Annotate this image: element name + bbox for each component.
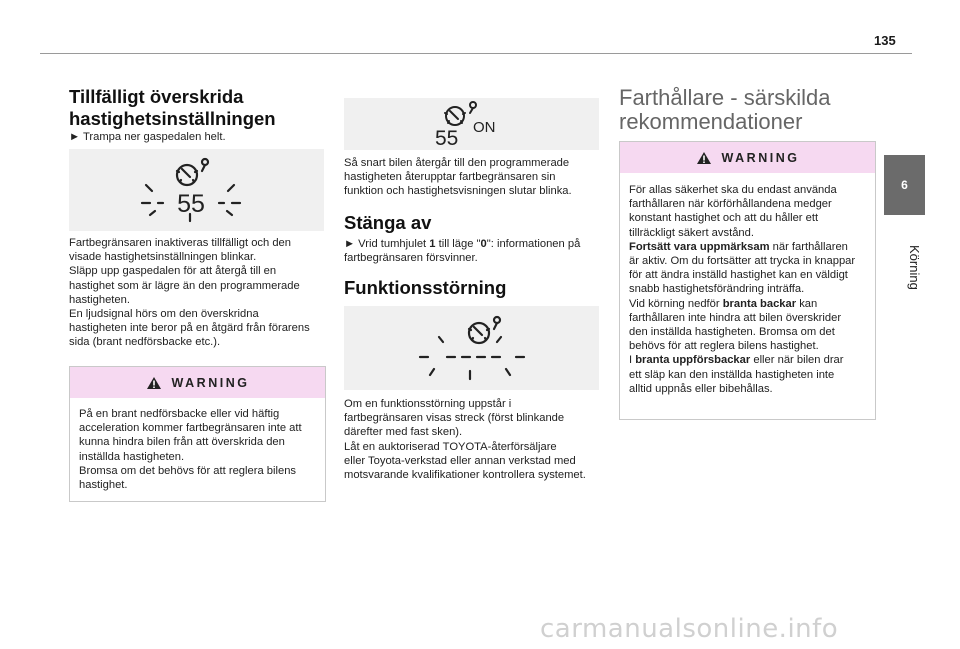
warning-header [620,142,875,173]
resume-line: funktion och hastighetsvisningen slutar blinka. [344,185,572,198]
warning-line: den inställda hastigheten. Bromsa om det [629,326,835,339]
warning-title: WARNING [721,150,800,165]
heading-cruise-recommendations [619,86,879,134]
chapter-number: 6 [901,178,908,192]
heading-override [69,86,329,130]
warning-line [629,240,866,254]
turn-off-step-text: ": informationen på [486,238,581,250]
malfunction-description [344,397,606,482]
warning-box-cruise [619,141,876,420]
malfunction-line: därefter med fast sken). [344,426,463,439]
malfunction-line: Låt en auktoriserad TOYOTA-återförsäljare [344,440,557,453]
warning-line: alltid uppnås eller bibehållas. [629,382,773,395]
warning-line: På en brant nedförsbacke eller vid häftig [79,408,280,420]
page-number: 135 [874,33,896,48]
override-line: Fartbegränsaren inaktiveras tillfälligt och den [69,237,292,249]
heading-override-line1: Tillfälligt överskrida [69,86,244,107]
warning-bold: Fortsätt vara uppmärksam [629,240,770,253]
watermark: carmanualsonline.info [540,614,839,644]
warning-header [70,367,325,398]
speed-display: 55 [176,190,205,218]
heading-cruise-line1: Farthållare - särskilda [619,85,831,110]
status-on-text: ON [472,119,495,136]
warning-line: kunna hindra bilen från att överskrida den [79,436,285,449]
warning-triangle-icon [146,376,162,390]
figure-speed-on [344,98,599,150]
override-line: En ljudsignal hörs om den överskridna [69,308,259,321]
override-line: Släpp upp gaspedalen för att återgå till en [69,265,277,278]
override-line: visade hastighetsinställningen blinkar. [69,251,257,264]
warning-line: konstant hastighet och att du håller ett [629,212,819,225]
warning-text [70,398,325,500]
warning-line: är aktiv. Om du fortsätter att trycka in knappar [629,255,856,268]
warning-line: farthållaren inte hindra att bilen överskrider [629,311,842,324]
warning-line [629,353,866,367]
warning-line: Bromsa om det behövs för att reglera bilens [79,464,297,477]
warning-line: inställda hastigheten. [79,450,185,463]
figure-malfunction [344,306,599,390]
warning-line: hastighet. [79,479,128,492]
step-press-accelerator: ► Trampa ner gaspedalen helt. [69,131,226,143]
warning-text-run: I [629,354,636,367]
turn-off-step-text: till läge " [435,238,481,250]
override-description [69,236,329,350]
resume-line: Så snart bilen återgår till den programmerade [344,157,570,169]
chapter-tab[interactable] [884,155,925,215]
warning-line: snabb hastighetsförändring inträffa. [629,283,805,296]
warning-box-downhill [69,366,326,502]
top-rule [40,53,912,54]
malfunction-line: Om en funktionsstörning uppstår i [344,398,512,410]
malfunction-line: fartbegränsaren visas streck (först blinkande [344,412,565,425]
heading-malfunction: Funktionsstörning [344,277,507,298]
warning-line [629,297,866,311]
wheel-number: 1 [429,238,436,250]
warning-text [620,173,875,404]
warning-text-run: när farthållaren [769,240,848,253]
turn-off-step-text: ► Vrid tumhjulet [344,238,430,250]
turn-off-step-text: fartbegränsaren försvinner. [344,252,478,265]
heading-cruise-line2: rekommendationer [619,109,803,134]
warning-line: farthållaren när körförhållandena medger [629,198,832,211]
speed-display-on: 55 [434,127,458,148]
speed-limiter-on-icon [427,100,517,148]
warning-line: tillräckligt säkert avstånd. [629,226,754,239]
speed-limiter-blinking-icon [132,155,262,225]
override-line: hastigheten inte beror på en åtgärd från förarens [69,322,310,335]
warning-line: acceleration kommer fartbegränsaren inte att [79,422,302,435]
position-zero: 0 [480,238,487,250]
chapter-label: Körning [907,244,922,290]
malfunction-line: eller Toyota-verkstad eller annan verkstad med [344,454,576,467]
warning-line: behövs för att reglera bilens hastighet. [629,340,819,353]
warning-triangle-icon [696,151,712,165]
override-line: sida (brant nedförsbacke etc.). [69,336,221,349]
warning-title: WARNING [171,375,250,390]
warning-line: ett släp kan den inställda hastigheten inte [629,368,835,381]
malfunction-line: motsvarande kvalifikationer kontrollera systemet. [344,469,586,482]
warning-bold: branta backar [722,297,797,310]
warning-text-run: eller när bilen drar [750,354,844,367]
turn-off-step [344,237,606,265]
warning-bold: branta uppförsbackar [635,354,751,367]
figure-blinking-speed [69,149,324,231]
override-line: hastighet som är lägre än den programmerade [69,279,300,292]
warning-line: för att ändra inställd hastighet kan en väldigt [629,269,848,282]
speed-limiter-fault-icon [412,311,532,385]
warning-text-run: Vid körning nedför [629,297,723,310]
resume-line: hastigheten återupptar fartbegränsaren sin [344,171,556,184]
warning-line: För allas säkerhet ska du endast använda [629,184,837,196]
override-line: hastigheten. [69,293,130,306]
resume-description [344,156,604,199]
warning-text-run: kan [796,297,818,310]
heading-turn-off: Stänga av [344,212,432,233]
heading-override-line2: hastighetsinställningen [69,108,276,129]
